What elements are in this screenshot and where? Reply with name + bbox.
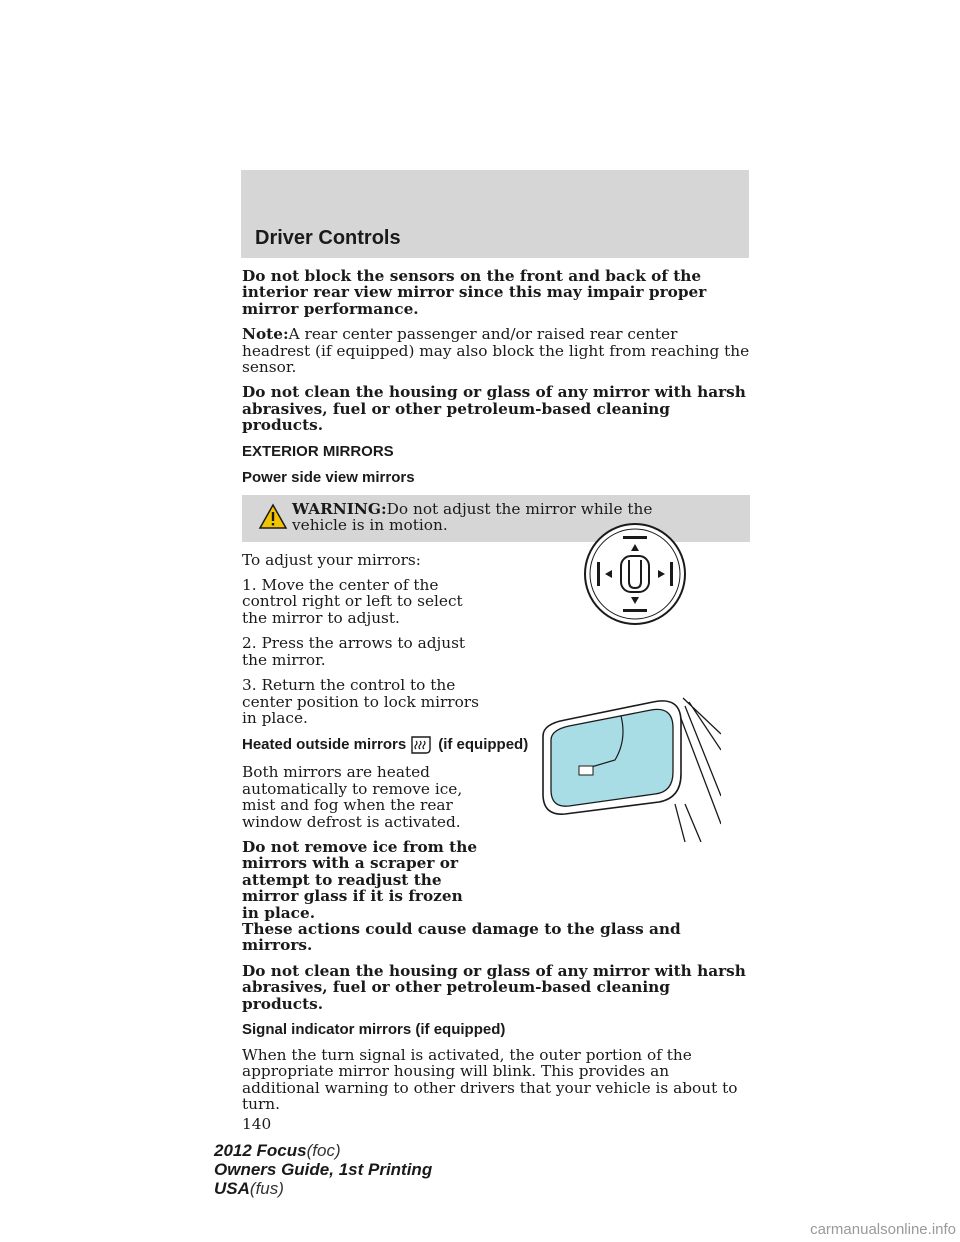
note-paragraph — [242, 326, 750, 375]
note-label: Note: — [242, 325, 289, 344]
footer-model: 2012 Focus — [214, 1141, 307, 1160]
warning-label: WARNING: — [292, 499, 387, 518]
site-watermark: carmanualsonline.info — [810, 1221, 956, 1238]
mirror-heat-icon — [410, 735, 432, 755]
heated-mirror-illustration — [535, 694, 721, 842]
power-side-view-mirrors-heading: Power side view mirrors — [242, 468, 415, 486]
adjust-step-3: 3. Return the control to the center position to lock mirrors in place. — [242, 676, 479, 727]
ice-caution-a: Do not remove ice from the mirrors with a scraper or attempt to readjust the mirror glass if it is frozen in place. — [242, 837, 478, 922]
ice-caution-b: These actions could cause damage to the glass and mirrors. — [242, 919, 681, 955]
note-text: A rear center passenger and/or raised rear center headrest (if equipped) may also block the light from reaching the sensor. — [242, 325, 750, 377]
footer-market-code: (fus) — [249, 1179, 284, 1198]
adjust-step-1: 1. Move the center of the control right or left to select the mirror to adjust. — [242, 576, 463, 627]
warning-triangle-icon — [258, 503, 288, 530]
print-footer — [214, 1141, 432, 1198]
heated-cleaning-caution: Do not clean the housing or glass of any mirror with harsh abrasives, fuel or other petroleum-based cleaning products. — [242, 961, 746, 1013]
sensor-caution-paragraph: Do not block the sensors on the front and back of the interior rear view mirror since this may impair proper mirror performance. — [242, 267, 707, 318]
cleaning-caution-paragraph: Do not clean the housing or glass of any mirror with harsh abrasives, fuel or other petroleum-based cleaning products. — [242, 383, 746, 435]
adjust-step-2: 2. Press the arrows to adjust the mirror. — [242, 634, 466, 669]
adjust-intro: To adjust your mirrors: — [242, 550, 421, 569]
page-number: 140 — [242, 1114, 272, 1133]
heated-heading-text: Heated outside mirrors — [242, 736, 407, 754]
mirror-control-illustration — [583, 522, 687, 626]
section-title: Driver Controls — [255, 227, 401, 249]
signal-indicator-heading: Signal indicator mirrors (if equipped) — [242, 1021, 506, 1038]
footer-line-2: Owners Guide, 1st Printing — [214, 1160, 433, 1179]
warning-message: Do not adjust the mirror while the vehicle is in motion. — [292, 499, 653, 535]
exterior-mirrors-heading: EXTERIOR MIRRORS — [242, 442, 394, 460]
footer-line-1 — [214, 1141, 432, 1160]
section-header-band — [241, 170, 749, 258]
ice-caution-paragraph — [242, 839, 750, 954]
heated-description: Both mirrors are heated automatically to remove ice, mist and fog when the rear window defrost is activated. — [242, 763, 463, 831]
footer-model-code: (foc) — [306, 1141, 341, 1160]
footer-line-3 — [214, 1179, 432, 1198]
footer-market: USA — [214, 1179, 250, 1198]
signal-indicator-text: When the turn signal is activated, the outer portion of the appropriate mirror housing will blink. This provides an additional warning to other drivers that your vehicle is about to turn. — [242, 1046, 738, 1114]
heated-heading-suffix: (if equipped) — [438, 736, 529, 754]
